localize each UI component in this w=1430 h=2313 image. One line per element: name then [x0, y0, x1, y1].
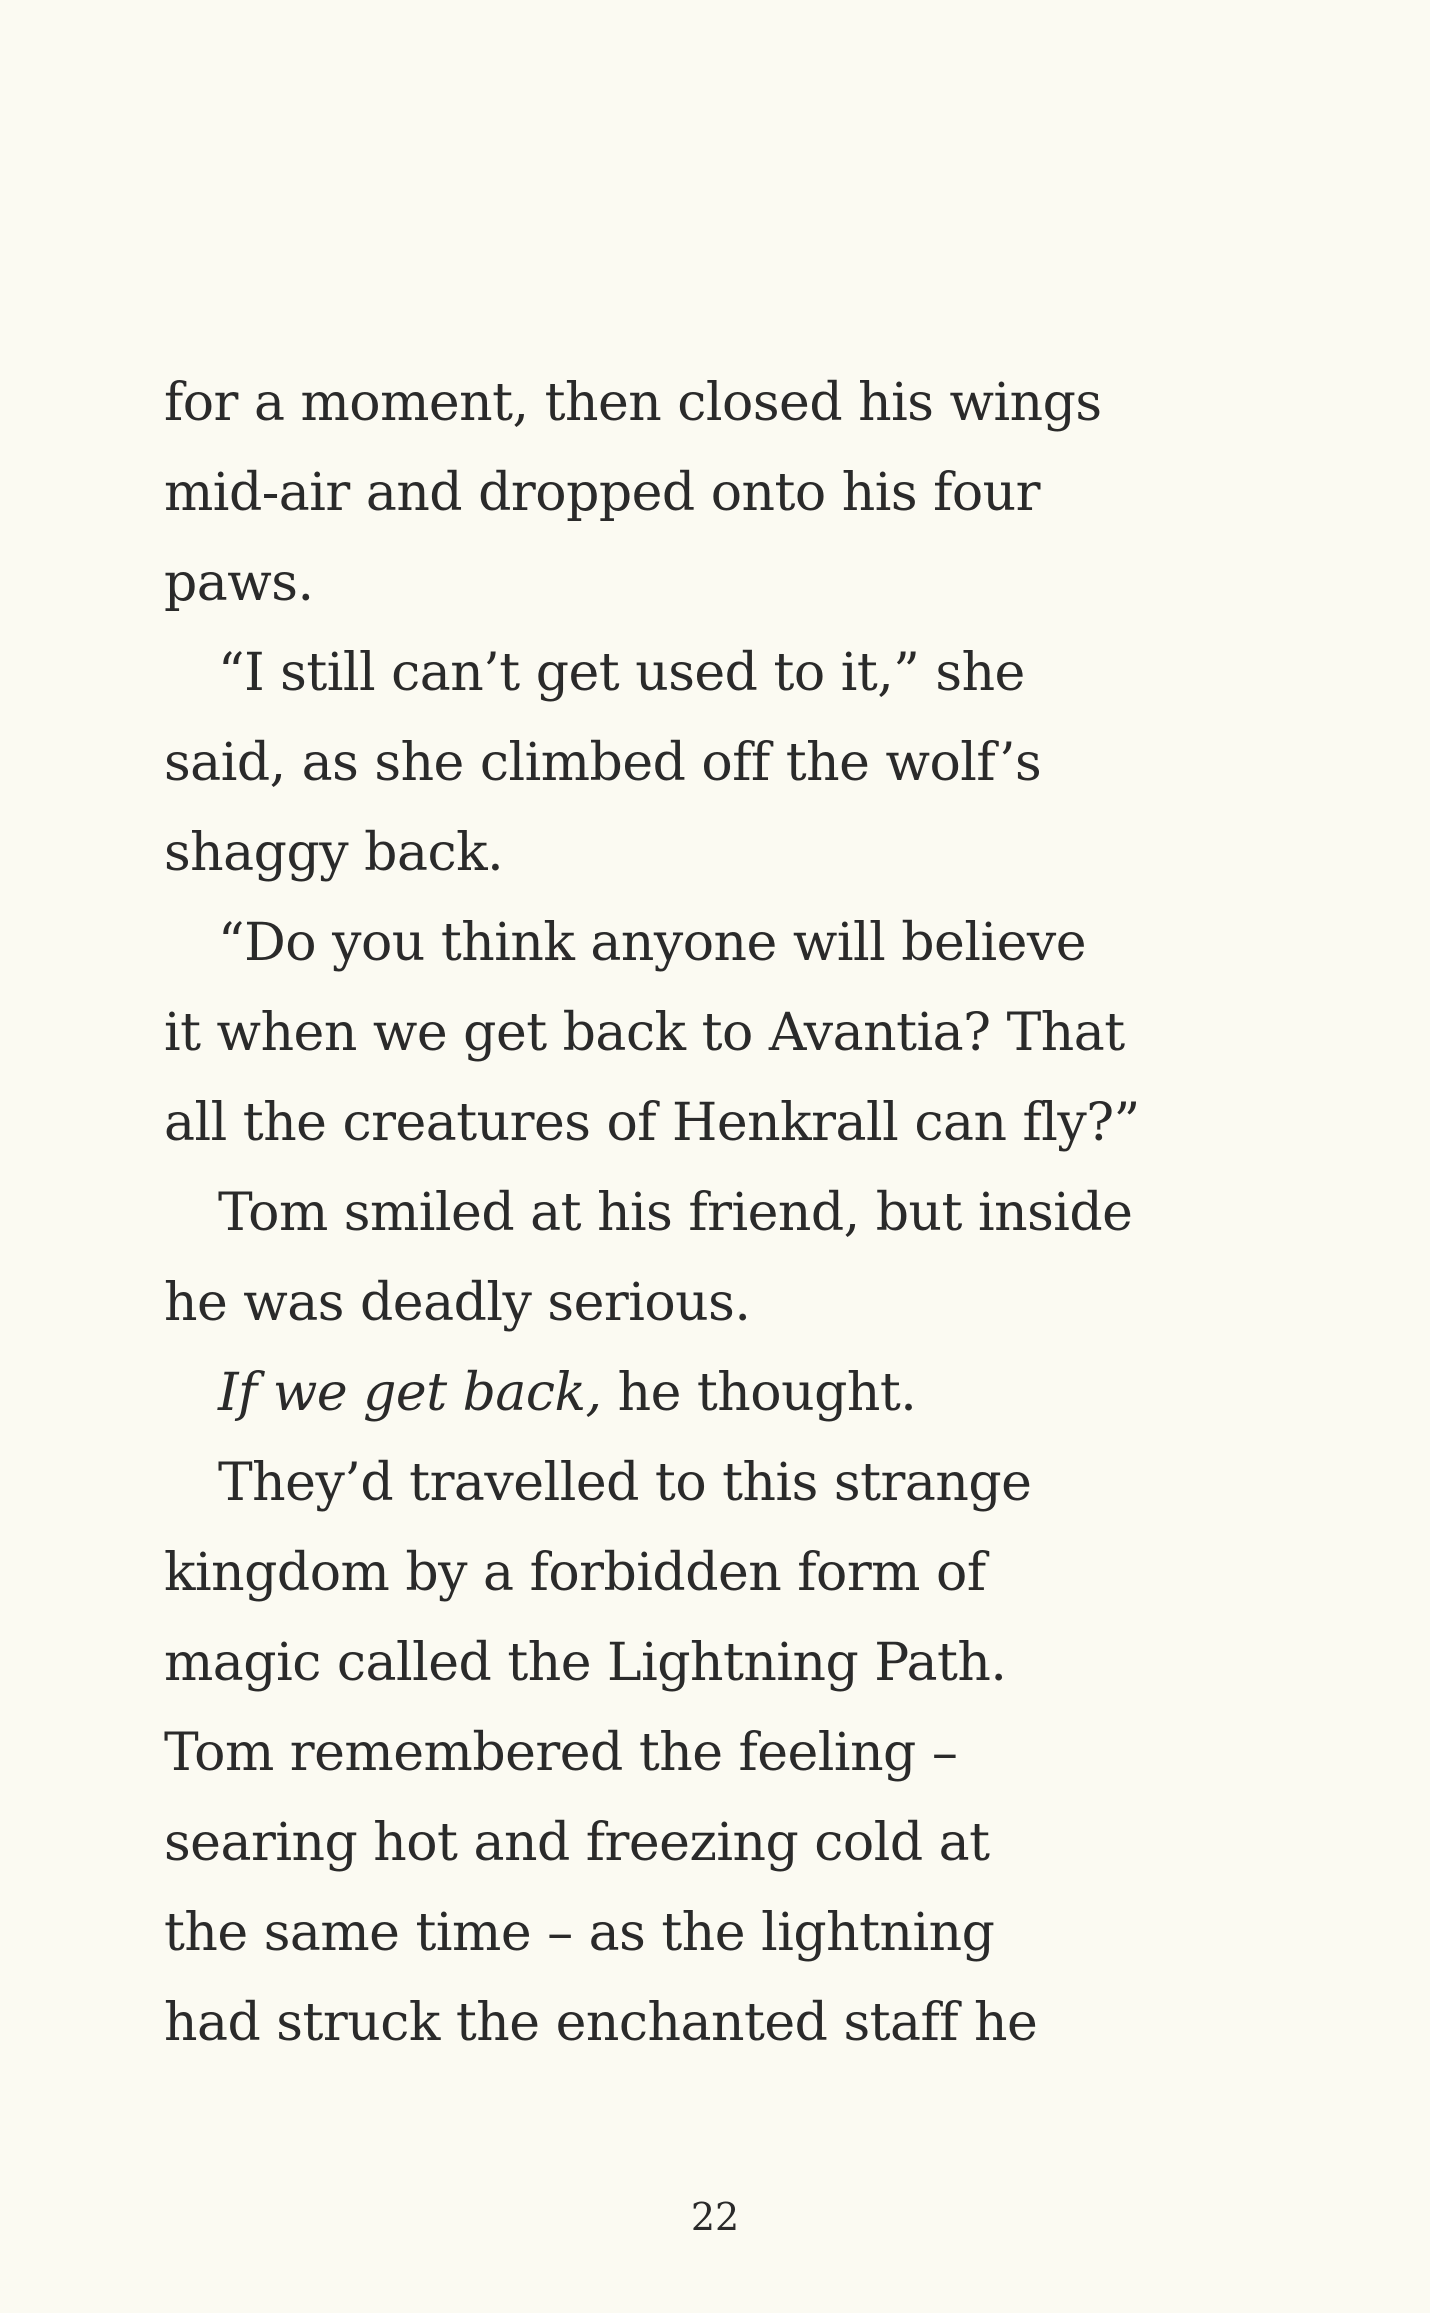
text-line: Tom remembered the feeling – — [164, 1723, 958, 1783]
text-line: paws. — [164, 553, 314, 613]
text-line: kingdom by a forbidden form of — [164, 1543, 986, 1603]
line-remainder: he thought. — [601, 1363, 917, 1423]
text-line: all the creatures of Henkrall can fly?” — [164, 1093, 1140, 1153]
text-line: shaggy back. — [164, 823, 504, 883]
text-line: had struck the enchanted staff he — [164, 1993, 1038, 2053]
text-line — [164, 1348, 1284, 1438]
body-text — [164, 358, 1284, 2068]
text-line: They’d travelled to this strange — [218, 1453, 1032, 1513]
text-line: mid-air and dropped onto his four — [164, 463, 1041, 523]
italic-phrase: If we get back, — [218, 1363, 602, 1423]
text-line: “I still can’t get used to it,” she — [218, 643, 1025, 703]
text-line: it when we get back to Avantia? That — [164, 1003, 1125, 1063]
text-line: magic called the Lightning Path. — [164, 1633, 1007, 1693]
text-line: “Do you think anyone will believe — [218, 913, 1087, 973]
text-line: said, as she climbed off the wolf’s — [164, 733, 1042, 793]
text-line: Tom smiled at his friend, but inside — [218, 1183, 1133, 1243]
page-number: 22 — [690, 2195, 740, 2239]
text-line: searing hot and freezing cold at — [164, 1813, 990, 1873]
text-line: the same time – as the lightning — [164, 1903, 995, 1963]
text-line: for a moment, then closed his wings — [164, 373, 1102, 433]
text-line: he was deadly serious. — [164, 1273, 751, 1333]
